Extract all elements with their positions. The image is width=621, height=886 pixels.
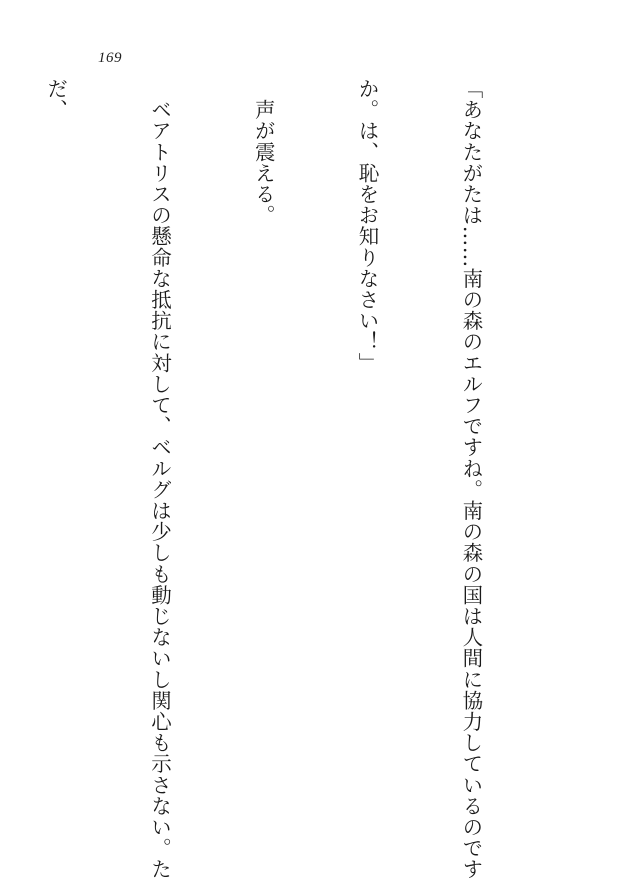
- body-text: [43, 78, 557, 880]
- text-line: か。は、恥をお知りなさい！」: [355, 78, 380, 374]
- text-line: ベアトリスの懸命な抵抗に対して、ベルグは少しも動じないし関心も示さない。た: [147, 78, 172, 880]
- page-number: 169: [98, 50, 122, 66]
- text-line: だ、: [43, 78, 68, 121]
- text-line: 声が震える。: [251, 78, 276, 226]
- text-line: 「あなたがたは……南の森のエルフですね。南の森の国は人間に協力しているのです: [458, 78, 483, 880]
